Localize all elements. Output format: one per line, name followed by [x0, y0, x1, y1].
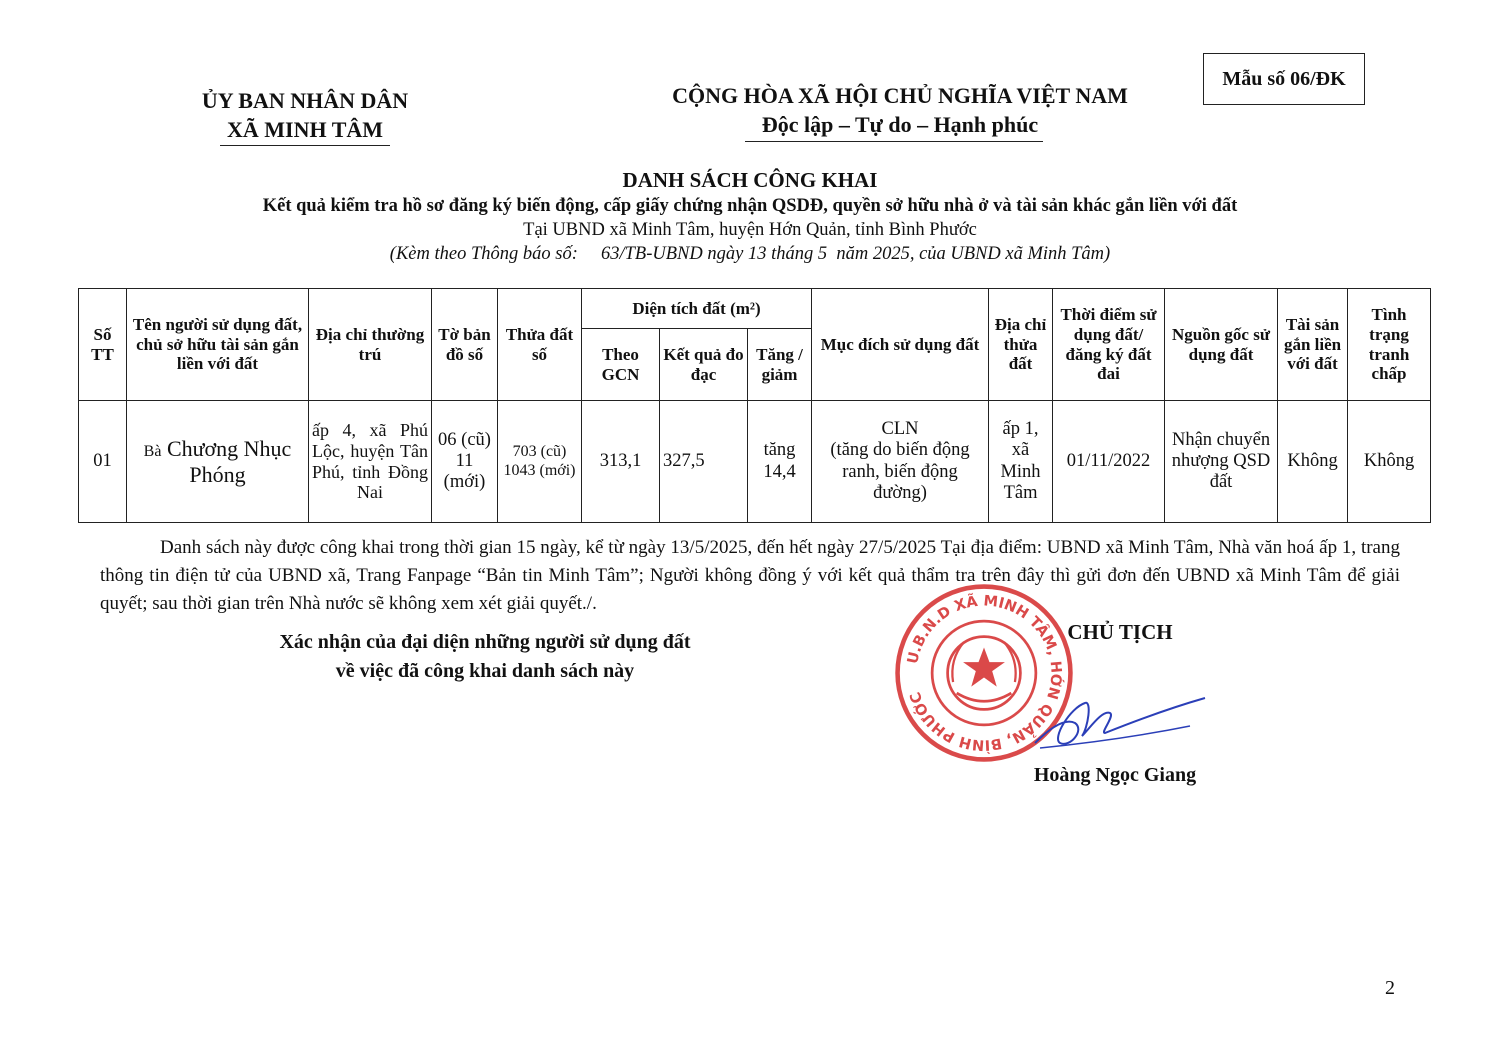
map-sheet-new: 11 (mới) — [443, 450, 486, 493]
page-number: 2 — [1385, 977, 1395, 999]
cell-parcel-address: ấp 1, xã Minh Tâm — [989, 401, 1053, 523]
confirmation-line-2: về việc đã công khai danh sách này — [335, 660, 635, 682]
parcel-new: 1043 (mới) — [503, 461, 576, 479]
confirmation-block — [205, 628, 765, 686]
owner-name: Chương Nhục Phóng — [166, 436, 292, 487]
cell-asset: Không — [1278, 401, 1348, 523]
cell-parcel — [498, 401, 582, 523]
header-parcel-address: Địa chỉ thửa đất — [989, 289, 1053, 401]
header-origin: Nguồn gốc sử dụng đất — [1165, 289, 1278, 401]
cell-map-sheet — [432, 401, 498, 523]
motto-underline — [745, 141, 1043, 142]
document-reference: (Kèm theo Thông báo số: 63/TB-UBND ngày 13 tháng 5 năm 2025, của UBND xã Minh Tâm) — [389, 244, 1111, 264]
cell-area-change: tăng 14,4 — [748, 401, 812, 523]
cell-dispute: Không — [1348, 401, 1431, 523]
document-subtitle: Kết quả kiểm tra hồ sơ đăng ký biến động, cấp giấy chứng nhận QSDĐ, quyền sở hữu nhà ở và tài sản khác gắn liền với đất — [262, 196, 1238, 216]
parcel-old: 703 (cũ) — [512, 443, 567, 461]
nation-title: CỘNG HÒA XÃ HỘI CHỦ NGHĨA VIỆT NAM — [672, 83, 1128, 108]
cell-origin: Nhận chuyển nhượng QSD đất — [1165, 401, 1278, 523]
signer-name: Hoàng Ngọc Giang — [1033, 764, 1197, 786]
cell-area-gcn: 313,1 — [582, 401, 660, 523]
purpose-code: CLN — [881, 418, 919, 439]
cell-address: ấp 4, xã Phú Lộc, huyện Tân Phú, tỉnh Đồng Nai — [309, 401, 432, 523]
handwritten-signature-icon — [1030, 688, 1210, 758]
header-time: Thời điểm sử dụng đất/đăng ký đất đai — [1053, 289, 1165, 401]
cell-owner — [127, 401, 309, 523]
header-owner: Tên người sử dụng đất, chủ sở hữu tài sản gắn liền với đất — [127, 289, 309, 401]
cell-stt: 01 — [79, 401, 127, 523]
map-sheet-old: 06 (cũ) — [438, 429, 491, 450]
cell-time: 01/11/2022 — [1053, 401, 1165, 523]
publication-notice: Danh sách này được công khai trong thời gian 15 ngày, kể từ ngày 13/5/2025, đến hết ngày 27/5/2025 Tại địa điểm: UBND xã Minh Tâm, Nhà văn hoá ấp 1, trang thông tin điện tử của UBND xã, Trang Fanpage “Bản tin Minh Tâm”; Người không đồng ý với kết quả thẩm tra trên đây thì gửi đơn đến UBND xã Minh Tâm để giải quyết; sau thời gian trên Nhà nước sẽ không xem xét giải quyết./. — [100, 537, 1400, 614]
header-asset: Tài sản gắn liền với đất — [1278, 289, 1348, 401]
cell-area-survey: 327,5 — [660, 401, 748, 523]
header-address: Địa chỉ thường trú — [309, 289, 432, 401]
header-area-change: Tăng / giảm — [748, 329, 812, 401]
header-map-sheet: Tờ bản đồ số — [432, 289, 498, 401]
table-header-row — [79, 289, 1431, 329]
form-code-box — [1203, 53, 1365, 105]
document-title: DANH SÁCH CÔNG KHAI — [622, 168, 878, 192]
document-location: Tại UBND xã Minh Tâm, huyện Hớn Quản, tỉnh Bình Phước — [523, 220, 977, 240]
land-registry-table — [78, 288, 1431, 523]
form-code: Mẫu số 06/ĐK — [1222, 67, 1346, 90]
cell-purpose — [812, 401, 989, 523]
header-purpose: Mục đích sử dụng đất — [812, 289, 989, 401]
agency-underline — [220, 145, 390, 146]
header-area-gcn: Theo GCN — [582, 329, 660, 401]
header-stt: Số TT — [79, 289, 127, 401]
header-parcel: Thửa đất số — [498, 289, 582, 401]
agency-commune: XÃ MINH TÂM — [226, 117, 384, 142]
table-row — [79, 401, 1431, 523]
purpose-note: (tăng do biến động ranh, biến động đường) — [830, 440, 970, 503]
signature-position: CHỦ TỊCH — [1067, 620, 1173, 644]
header-dispute: Tình trạng tranh chấp — [1348, 289, 1431, 401]
header-area-group: Diện tích đất (m²) — [582, 289, 812, 329]
agency-name: ỦY BAN NHÂN DÂN — [201, 88, 409, 113]
confirmation-line-1: Xác nhận của đại diện những người sử dụng đất — [279, 631, 691, 653]
owner-prefix: Bà — [143, 443, 162, 461]
nation-motto: Độc lập – Tự do – Hạnh phúc — [761, 112, 1039, 137]
seal-text: U.B.N.D XÃ MINH TÂM, HỚN QUẢN, BÌNH PHƯỚC — [904, 592, 1065, 754]
header-area-survey: Kết quả đo đạc — [660, 329, 748, 401]
